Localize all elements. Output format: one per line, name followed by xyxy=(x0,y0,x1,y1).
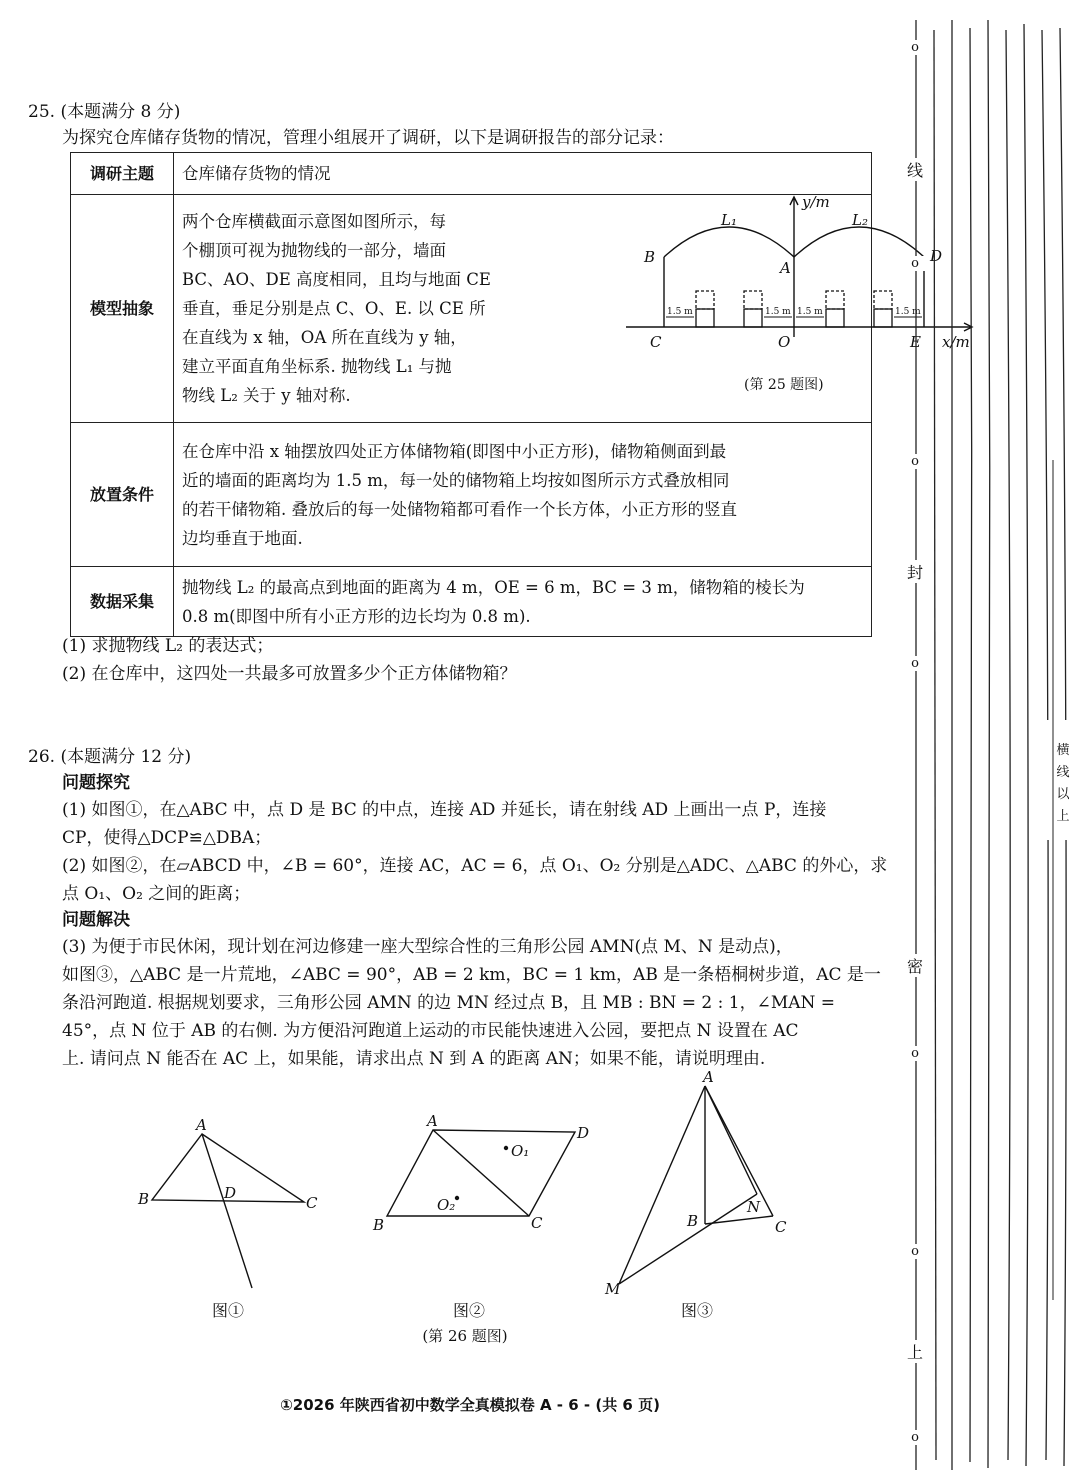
label-L1: L₁ xyxy=(721,211,737,229)
model-line: 在直线为 x 轴，OA 所在直线为 y 轴， xyxy=(182,328,467,347)
gap-label: 1.5 m xyxy=(797,307,823,317)
page-footer: ①2026 年陕西省初中数学全真模拟卷 A - 6 - (共 6 页) xyxy=(280,1396,660,1414)
fig3-label-N: N xyxy=(747,1198,761,1216)
fig3-label-M: M xyxy=(605,1280,621,1298)
q25-number: 25. xyxy=(28,102,56,122)
binding-xian: 线 xyxy=(903,158,927,181)
model-line: BC、AO、DE 高度相同，且均与地面 CE xyxy=(182,270,491,289)
fig3-label-C: C xyxy=(775,1218,787,1236)
row-model-key: 模型抽象 xyxy=(71,195,174,423)
point-O2 xyxy=(455,1196,459,1200)
fig2-label-A: A xyxy=(427,1112,438,1130)
binding-circle: o xyxy=(905,1430,925,1445)
binding-side-text: 横线以上 xyxy=(1054,740,1072,828)
q26-p1-line: (1) 如图①，在△ABC 中，点 D 是 BC 的中点，连接 AD 并延长，请在射线 AD 上画出一点 P，连接 xyxy=(62,800,827,820)
fig1-label-A: A xyxy=(196,1116,207,1134)
binding-circle: o xyxy=(905,40,925,55)
row-topic-value: 仓库储存货物的情况 xyxy=(174,153,872,195)
q25-sub1: (1) 求抛物线 L₂ 的表达式； xyxy=(62,636,274,656)
fig3-label-A: A xyxy=(703,1068,714,1086)
label-O: O xyxy=(778,333,791,351)
q26-number: 26. xyxy=(28,747,56,767)
placement-line: 近的墙面的距离均为 1.5 m，每一处的储物箱上均按如图所示方式叠放相同 xyxy=(182,470,730,490)
q25-sub2: (2) 在仓库中，这四处一共最多可放置多少个正方体储物箱？ xyxy=(62,664,517,684)
section-explore: 问题探究 xyxy=(62,773,130,793)
model-line: 建立平面直角坐标系. 抛物线 L₁ 与抛 xyxy=(182,357,452,376)
gap-label: 1.5 m xyxy=(895,307,921,317)
label-E: E xyxy=(910,333,921,351)
figure-26-caption-text: (第 26 题图) xyxy=(422,1327,508,1345)
survey-table xyxy=(70,152,970,637)
gap-label: 1.5 m xyxy=(667,307,693,317)
binding-feng: 封 xyxy=(903,560,927,583)
row-topic-key: 调研主题 xyxy=(71,153,174,195)
fig2-caption: 图② xyxy=(453,1301,486,1320)
figure-1 xyxy=(130,1110,330,1320)
q25-score: (本题满分 8 分) xyxy=(60,102,181,122)
label-A: A xyxy=(780,259,791,277)
label-C: C xyxy=(650,333,662,351)
y-axis-label: y/m xyxy=(802,195,830,211)
binding-circle: o xyxy=(905,656,925,671)
fig1-caption: 图① xyxy=(212,1301,245,1320)
q26-score: (本题满分 12 分) xyxy=(60,747,192,767)
figure-2 xyxy=(365,1110,605,1320)
q26-p1-line: CP，使得△DCP≌△DBA； xyxy=(62,828,272,848)
figure-25-caption: (第 25 题图) xyxy=(744,377,824,393)
q26-p2-line: (2) 如图②，在▱ABCD 中，∠B = 60°，连接 AC，AC = 6，点 O₁、O₂ 分别是△ADC、△ABC 的外心，求 xyxy=(62,856,888,876)
model-line: 个棚顶可视为抛物线的一部分，墙面 xyxy=(182,241,446,260)
q26-p3-line: 上. 请问点 N 能否在 AC 上，如果能，请求出点 N 到 A 的距离 AN；如果不能，请说明理由. xyxy=(62,1049,766,1069)
row-model-text xyxy=(174,203,530,414)
binding-circle: o xyxy=(905,1244,925,1259)
fig1-label-C: C xyxy=(306,1194,318,1212)
row-data-key: 数据采集 xyxy=(71,567,174,637)
row-placement-key: 放置条件 xyxy=(71,423,174,567)
placement-line: 边均垂直于地面. xyxy=(182,528,303,548)
gap-label: 1.5 m xyxy=(765,307,791,317)
fig2-label-D: D xyxy=(577,1124,590,1142)
section-solve: 问题解决 xyxy=(62,910,130,930)
fig3-label-B: B xyxy=(687,1212,699,1230)
q25-intro: 为探究仓库储存货物的情况，管理小组展开了调研，以下是调研报告的部分记录： xyxy=(62,128,674,148)
q26-p2-line: 点 O₁、O₂ 之间的距离； xyxy=(62,884,251,904)
fig2-label-B: B xyxy=(373,1216,385,1234)
binding-shang: 上 xyxy=(903,1340,927,1363)
model-line: 物线 L₂ 关于 y 轴对称. xyxy=(182,386,351,405)
fig2-label-O2: O₂ xyxy=(437,1196,456,1214)
q26-p3-line: 如图③，△ABC 是一片荒地，∠ABC = 90°，AB = 2 km，BC = 1 km，AB 是一条梧桐树步道，AC 是一 xyxy=(62,965,881,985)
fig1-label-B: B xyxy=(138,1190,150,1208)
fig2-label-C: C xyxy=(531,1214,543,1232)
binding-circle: o xyxy=(905,454,925,469)
fig2-label-O1: O₁ xyxy=(511,1142,530,1160)
binding-circle: o xyxy=(905,1046,925,1061)
fig1-label-D: D xyxy=(224,1184,237,1202)
q26-p3-line: 45°，点 N 位于 AB 的右侧. 为方便沿河跑道上运动的市民能快速进入公园，要把点 N 设置在 AC xyxy=(62,1021,799,1041)
placement-line: 的若干储物箱. 叠放后的每一处储物箱都可看作一个长方体，小正方形的竖直 xyxy=(182,499,737,519)
figure-3 xyxy=(595,1068,805,1324)
placement-line: 在仓库中沿 x 轴摆放四处正方体储物箱(即图中小正方形)，储物箱侧面到最 xyxy=(182,441,727,461)
label-B: B xyxy=(644,248,656,266)
fig3-caption: 图③ xyxy=(681,1301,714,1320)
binding-mi: 密 xyxy=(903,954,927,977)
point-O1 xyxy=(504,1146,508,1150)
model-line: 垂直，垂足分别是点 C、O、E. 以 CE 所 xyxy=(182,299,486,318)
label-D: D xyxy=(930,247,943,265)
x-axis-label: x/m xyxy=(942,333,970,351)
q26-p3-line: 条沿河跑道. 根据规划要求，三角形公园 AMN 的边 MN 经过点 B，且 MB : BN = 2 : 1，∠MAN = xyxy=(62,993,836,1013)
q26-p3-line: (3) 为便于市民休闲，现计划在河边修建一座大型综合性的三角形公园 AMN(点 M、N 是动点)， xyxy=(62,937,793,957)
data-line: 0.8 m(即图中所有小正方形的边长均为 0.8 m). xyxy=(182,606,531,626)
model-line: 两个仓库横截面示意图如图所示，每 xyxy=(182,212,446,231)
binding-circle: o xyxy=(905,256,925,271)
data-line: 抛物线 L₂ 的最高点到地面的距离为 4 m，OE = 6 m，BC = 3 m，储物箱的棱长为 xyxy=(182,577,805,597)
label-L2: L₂ xyxy=(852,211,868,229)
